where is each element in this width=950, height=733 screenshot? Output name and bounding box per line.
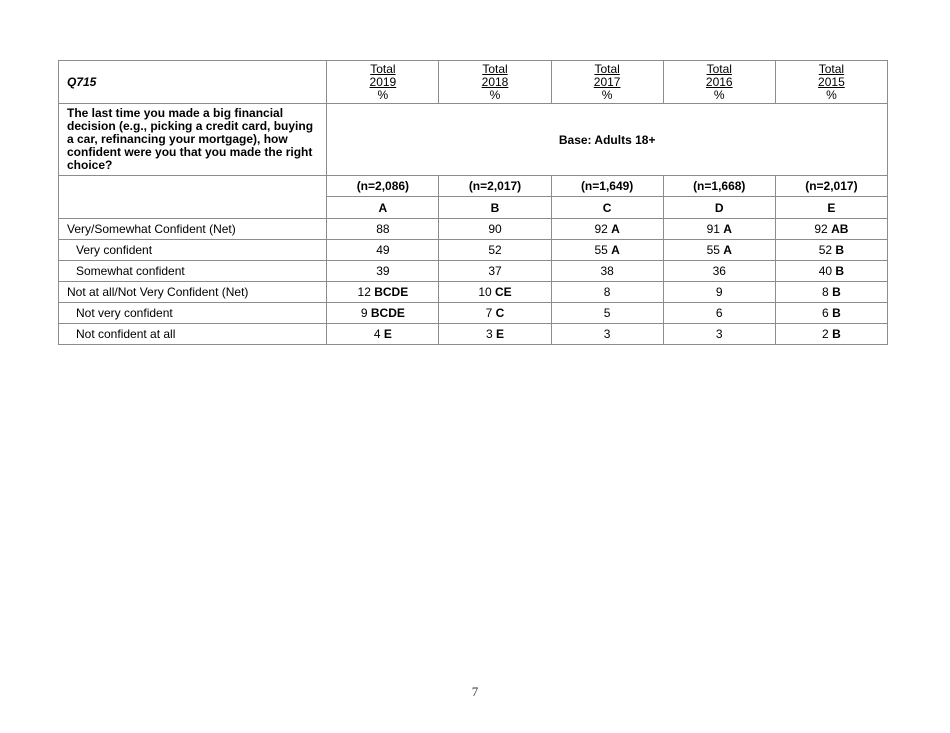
significance-marker: C (495, 306, 505, 320)
percent-value: 9 (360, 306, 368, 320)
table-row (59, 303, 888, 324)
value-cell (327, 282, 439, 303)
percent-value: 92 (594, 222, 608, 236)
column-header-2016 (663, 61, 775, 104)
percent-value: 6 (822, 306, 829, 320)
value-cell (663, 219, 775, 240)
value-cell (663, 261, 775, 282)
value-cell (439, 219, 551, 240)
column-letter: D (663, 197, 775, 219)
question-row (59, 104, 888, 176)
value-cell (327, 219, 439, 240)
table-row (59, 219, 888, 240)
row-label: Somewhat confident (59, 261, 327, 282)
value-cell (551, 261, 663, 282)
value-cell (663, 324, 775, 345)
percent-value: 52 (488, 243, 502, 257)
value-cell (775, 240, 887, 261)
column-unit: % (713, 87, 725, 102)
value-cell (439, 303, 551, 324)
column-unit: % (826, 87, 837, 102)
percent-value: 91 (706, 222, 720, 236)
percent-value: 92 (814, 222, 828, 236)
percent-value: 55 (594, 243, 608, 257)
significance-marker: A (723, 243, 732, 257)
column-year: 2018 (481, 74, 509, 89)
value-cell (439, 261, 551, 282)
value-cell (663, 240, 775, 261)
percent-value: 36 (712, 264, 726, 278)
column-letter: C (551, 197, 663, 219)
significance-marker: A (611, 222, 620, 236)
empty-label-cell (59, 176, 327, 219)
percent-value: 88 (376, 222, 390, 236)
percent-value: 3 (603, 327, 611, 341)
row-label: Not confident at all (59, 324, 327, 345)
column-header-2018 (439, 61, 551, 104)
sample-size-cell: (n=1,668) (663, 176, 775, 197)
table-row (59, 324, 888, 345)
value-cell (775, 282, 887, 303)
value-cell (775, 324, 887, 345)
column-header-row (59, 61, 888, 104)
value-cell (551, 240, 663, 261)
sample-size-cell: (n=2,086) (327, 176, 439, 197)
percent-value: 10 (478, 285, 492, 299)
column-header-2019 (327, 61, 439, 104)
significance-marker: BCDE (374, 285, 409, 299)
value-cell (775, 261, 887, 282)
column-header-2017 (551, 61, 663, 104)
significance-marker: A (611, 243, 620, 257)
value-cell (439, 240, 551, 261)
table-row (59, 240, 888, 261)
significance-marker: B (832, 327, 841, 341)
row-label: Very confident (59, 240, 327, 261)
percent-value: 9 (715, 285, 723, 299)
column-letter: E (775, 197, 887, 219)
column-year: 2017 (593, 74, 621, 89)
sample-size-cell: (n=2,017) (439, 176, 551, 197)
value-cell (551, 303, 663, 324)
sample-size-cell: (n=2,017) (775, 176, 887, 197)
column-label: Total (370, 61, 396, 76)
percent-value: 6 (715, 306, 723, 320)
percent-value: 90 (488, 222, 502, 236)
column-year: 2015 (818, 74, 845, 89)
row-label: Not very confident (59, 303, 327, 324)
significance-marker: E (496, 327, 505, 341)
value-cell (663, 303, 775, 324)
significance-marker: B (832, 285, 841, 299)
percent-value: 8 (603, 285, 611, 299)
significance-marker: B (835, 264, 845, 278)
significance-marker: CE (495, 285, 512, 299)
percent-value: 38 (600, 264, 614, 278)
significance-marker: AB (831, 222, 849, 236)
percent-value: 7 (485, 306, 493, 320)
row-label: Not at all/Not Very Confident (Net) (59, 282, 327, 303)
significance-marker: B (835, 243, 845, 257)
value-cell (551, 282, 663, 303)
percent-value: 39 (376, 264, 390, 278)
sample-size-row (59, 176, 888, 197)
significance-marker: E (383, 327, 392, 341)
question-text: The last time you made a big financial decision (e.g., picking a credit card, buying a car, refinancing your mortgage), how confident were you that you made the right choice? (59, 104, 327, 176)
data-rows (59, 219, 888, 345)
column-letter: A (327, 197, 439, 219)
significance-marker: BCDE (370, 306, 405, 320)
column-label: Total (818, 61, 845, 76)
significance-marker: A (723, 222, 732, 236)
column-unit: % (601, 87, 613, 102)
column-letter: B (439, 197, 551, 219)
percent-value: 3 (485, 327, 493, 341)
table-row (59, 261, 888, 282)
percent-value: 49 (376, 243, 390, 257)
value-cell (551, 219, 663, 240)
value-cell (775, 303, 887, 324)
sample-size-cell: (n=1,649) (551, 176, 663, 197)
significance-marker: B (832, 306, 841, 320)
percent-value: 55 (706, 243, 720, 257)
value-cell (327, 261, 439, 282)
percent-value: 4 (373, 327, 381, 341)
column-label: Total (594, 61, 620, 76)
column-year: 2019 (369, 74, 397, 89)
column-label: Total (706, 61, 732, 76)
value-cell (551, 324, 663, 345)
percent-value: 2 (822, 327, 829, 341)
percent-value: 5 (603, 306, 611, 320)
column-unit: % (377, 87, 389, 102)
percent-value: 37 (488, 264, 502, 278)
survey-results-table (58, 60, 888, 345)
percent-value: 8 (822, 285, 829, 299)
column-unit: % (489, 87, 501, 102)
base-description: Base: Adults 18+ (327, 104, 888, 176)
page-number: 7 (471, 684, 479, 699)
value-cell (439, 324, 551, 345)
value-cell (439, 282, 551, 303)
value-cell (775, 219, 887, 240)
table-row (59, 282, 888, 303)
question-id: Q715 (59, 61, 327, 104)
percent-value: 3 (715, 327, 723, 341)
value-cell (327, 303, 439, 324)
value-cell (663, 282, 775, 303)
value-cell (327, 324, 439, 345)
row-label: Very/Somewhat Confident (Net) (59, 219, 327, 240)
percent-value: 12 (357, 285, 371, 299)
percent-value: 52 (818, 243, 833, 257)
percent-value: 40 (818, 264, 833, 278)
column-header-2015 (775, 61, 887, 104)
column-year: 2016 (705, 74, 733, 89)
column-label: Total (482, 61, 508, 76)
value-cell (327, 240, 439, 261)
